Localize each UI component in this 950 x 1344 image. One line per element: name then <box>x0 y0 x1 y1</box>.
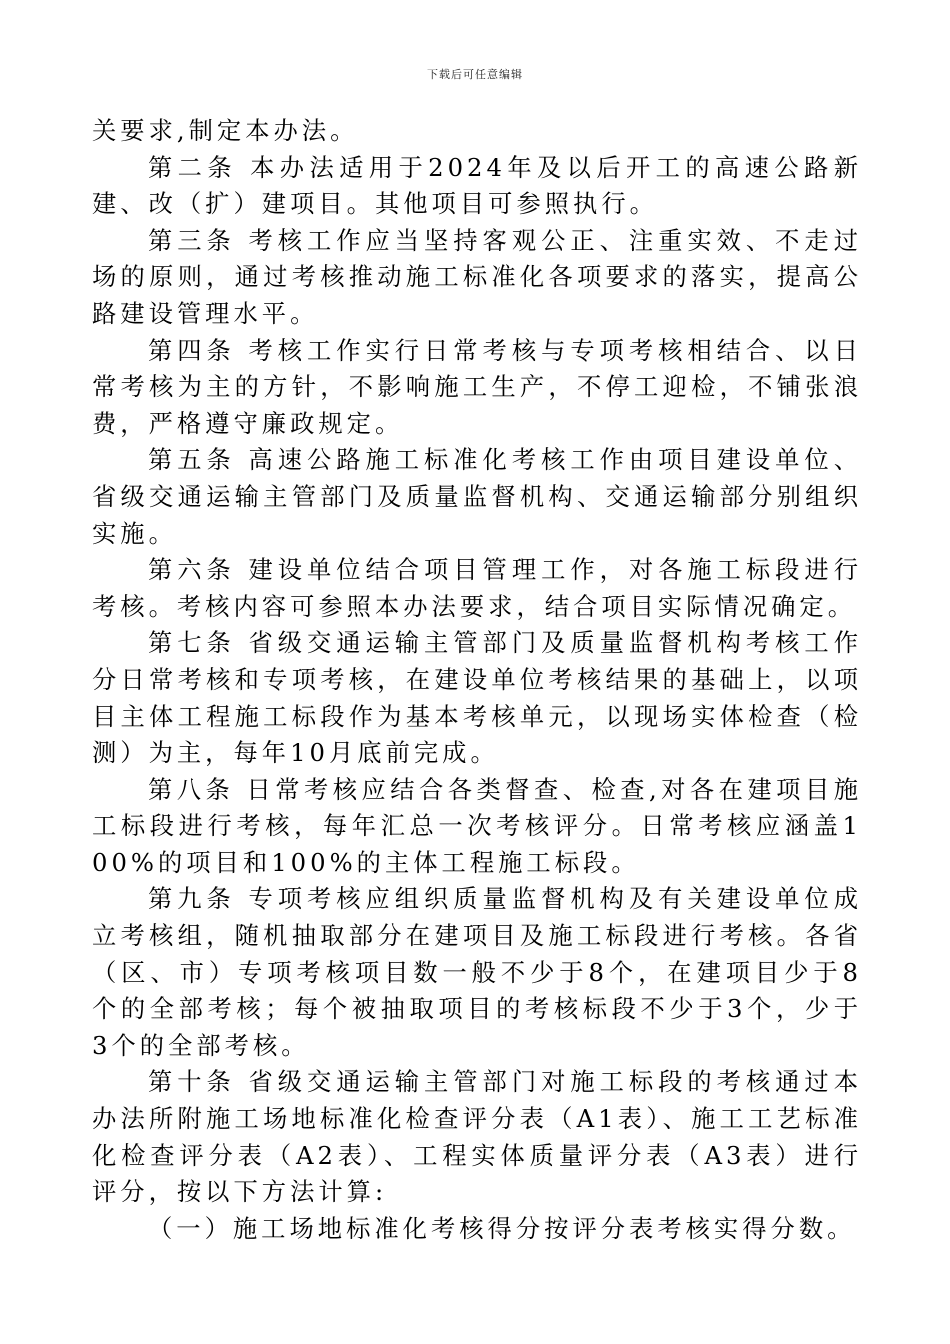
document-body <box>92 113 862 1247</box>
article-8: 第八条 日常考核应结合各类督查、检查,对各在建项目施工标段进行考核，每年汇总一次考核评分。日常考核应涵盖100%的项目和100%的主体工程施工标段。 <box>92 774 862 877</box>
article-5: 第五条 高速公路施工标准化考核工作由项目建设单位、省级交通运输主管部门及质量监督机构、交通运输部分别组织实施。 <box>92 445 862 548</box>
paragraph-continuation: 关要求,制定本办法。 <box>92 116 359 145</box>
article-4: 第四条 考核工作实行日常考核与专项考核相结合、以日常考核为主的方针，不影响施工生产，不停工迎检，不铺张浪费，严格遵守廉政规定。 <box>92 335 862 438</box>
article-6: 第六条 建设单位结合项目管理工作，对各施工标段进行考核。考核内容可参照本办法要求，结合项目实际情况确定。 <box>92 555 862 621</box>
article-2: 第二条 本办法适用于2024年及以后开工的高速公路新建、改（扩）建项目。其他项目可参照执行。 <box>92 152 862 219</box>
article-9: 第九条 专项考核应组织质量监督机构及有关建设单位成立考核组，随机抽取部分在建项目及施工标段进行考核。各省（区、市）专项考核项目数一般不少于8个，在建项目少于8个的全部考核；每个被抽取项目的考核标段不少于3个，少于3个的全部考核。 <box>92 884 862 1060</box>
article-3: 第三条 考核工作应当坚持客观公正、注重实效、不走过场的原则，通过考核推动施工标准化各项要求的落实，提高公路建设管理水平。 <box>92 225 862 328</box>
article-10-item-1: （一）施工场地标准化考核得分按评分表考核实得分数。 <box>148 1213 856 1243</box>
page-header-note: 下载后可任意编辑 <box>427 68 523 81</box>
article-7: 第七条 省级交通运输主管部门及质量监督机构考核工作分日常考核和专项考核，在建设单位考核结果的基础上，以项目主体工程施工标段作为基本考核单元，以现场实体检查（检测）为主，每年10月底前完成。 <box>92 628 862 768</box>
article-10: 第十条 省级交通运输主管部门对施工标段的考核通过本办法所附施工场地标准化检查评分表（A1表）、施工工艺标准化检查评分表（A2表）、工程实体质量评分表（A3表）进行评分，按以下方法计算: <box>92 1067 862 1207</box>
